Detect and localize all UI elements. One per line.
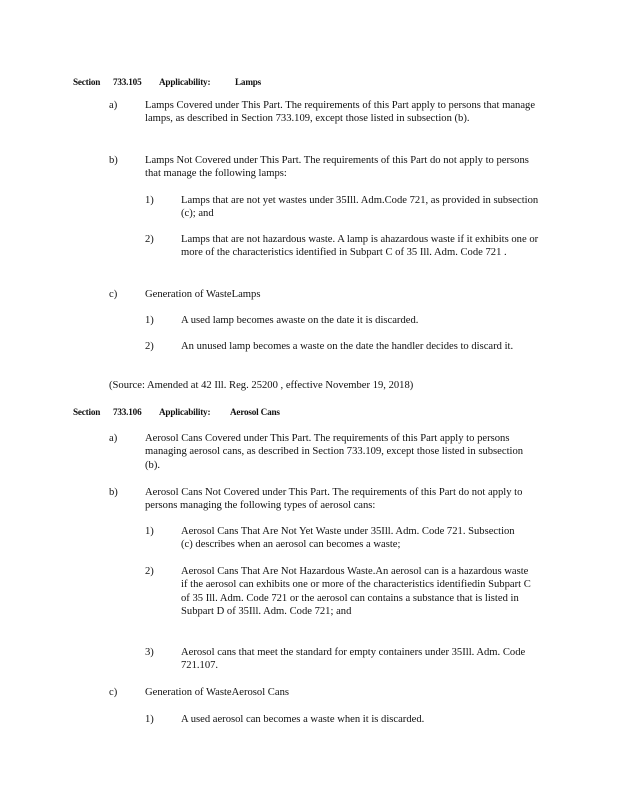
section-topic: Aerosol Cans (230, 407, 280, 417)
subitem-label: 1) (145, 526, 154, 537)
subitem-label: 1) (145, 195, 154, 206)
item-label: c) (109, 687, 118, 698)
section-label: Applicability: (159, 77, 211, 87)
subitem-label: 1) (145, 315, 154, 326)
source-note: (Source: Amended at 42 Ill. Reg. 25200 , effective November 19, 2018) (109, 380, 414, 391)
item-label: a) (109, 433, 118, 444)
subitem-text: Aerosol cans that meet the standard for empty containers under 35Ill. Adm. Code 721.107. (181, 647, 526, 672)
section-number: 733.105 (113, 77, 142, 87)
subitem-label: 2) (145, 234, 154, 245)
subitem-text: Aerosol Cans That Are Not Hazardous Waste.An aerosol can is a hazardous waste if the aerosol can exhibits one or more of the characteristics identifiedin Subpart C of 35 Ill. Adm. Code 721 or the aerosol can contains a substance that is listed in Subpart D of 35Ill. Adm. Code 721; and (181, 566, 531, 618)
subitem-text: An unused lamp becomes a waste on the date the handler decides to discard it. (181, 341, 514, 352)
item-text: Aerosol Cans Covered under This Part. The requirements of this Part apply to persons managing aerosol cans, as described in Section 733.109, except those listed in subsection (b). (145, 433, 524, 471)
item-text: Lamps Covered under This Part. The requirements of this Part apply to persons that manage lamps, as described in Section 733.109, except those listed in subsection (b). (145, 100, 536, 125)
section-topic: Lamps (235, 77, 262, 87)
section-word: Section (73, 77, 101, 87)
item-label: a) (109, 100, 118, 111)
item-label: b) (109, 155, 118, 166)
item-label: b) (109, 487, 118, 498)
subitem-label: 2) (145, 341, 154, 352)
subitem-text: Aerosol Cans That Are Not Yet Waste under 35Ill. Adm. Code 721. Subsection (c) describes when an aerosol can becomes a waste; (181, 526, 515, 551)
section-label: Applicability: (159, 407, 211, 417)
section-word: Section (73, 407, 101, 417)
subitem-text: A used aerosol can becomes a waste when it is discarded. (181, 714, 425, 725)
item-text: Generation of WasteLamps (145, 289, 261, 300)
subitem-text: A used lamp becomes awaste on the date it is discarded. (181, 315, 419, 326)
subitem-label: 1) (145, 714, 154, 725)
item-label: c) (109, 289, 118, 300)
subitem-label: 2) (145, 566, 154, 577)
section-number: 733.106 (113, 407, 142, 417)
item-text: Generation of WasteAerosol Cans (145, 687, 289, 698)
item-text: Aerosol Cans Not Covered under This Part. The requirements of this Part do not apply to persons managing the following types of aerosol cans: (145, 487, 523, 512)
subitem-text: Lamps that are not yet wastes under 35Ill. Adm.Code 721, as provided in subsection (c); and (181, 195, 539, 220)
subitem-text: Lamps that are not hazardous waste. A lamp is ahazardous waste if it exhibits one or more of the characteristics identified in Subpart C of 35 Ill. Adm. Code 721 . (181, 234, 539, 259)
item-text: Lamps Not Covered under This Part. The requirements of this Part do not apply to persons that manage the following lamps: (145, 155, 529, 180)
subitem-label: 3) (145, 647, 154, 658)
